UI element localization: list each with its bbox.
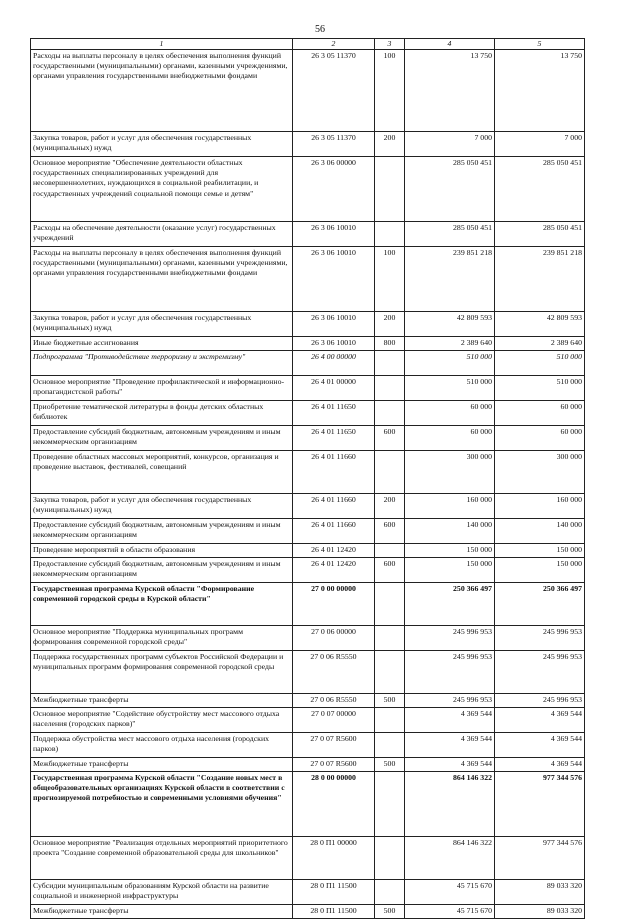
cell-type (375, 837, 405, 880)
cell-name: Основное мероприятие "Содействие обустройству мест массового отдыха населения (городских парков)" (31, 708, 293, 733)
cell-code: 26 4 01 11650 (293, 401, 375, 426)
cell-amount-2: 160 000 (495, 494, 585, 519)
cell-name: Основное мероприятие "Реализация отдельных мероприятий приоритетного проекта "Создание современной образовательной среды для школьников" (31, 837, 293, 880)
cell-name: Основное мероприятие "Поддержка муниципальных программ формирования современной городской среды" (31, 626, 293, 651)
cell-code: 27 0 07 00000 (293, 708, 375, 733)
cell-code: 26 4 01 12420 (293, 544, 375, 558)
cell-type (375, 376, 405, 401)
cell-code: 27 0 00 00000 (293, 583, 375, 626)
cell-amount-2: 7 000 (495, 132, 585, 157)
cell-amount-1: 140 000 (405, 519, 495, 544)
cell-type: 200 (375, 312, 405, 337)
cell-name: Поддержка государственных программ субъектов Российской Федерации и муниципальных программ формирования современной городской среды (31, 651, 293, 694)
column-header-amount-2: 5 (495, 39, 585, 50)
cell-amount-2: 140 000 (495, 519, 585, 544)
cell-type (375, 626, 405, 651)
cell-code: 28 0 00 00000 (293, 772, 375, 837)
cell-amount-2: 239 851 218 (495, 247, 585, 312)
cell-name: Предоставление субсидий бюджетным, автономным учреждениям и иным некоммерческим организациям (31, 519, 293, 544)
cell-type: 200 (375, 494, 405, 519)
table-header-row (31, 39, 585, 50)
cell-amount-1: 245 996 953 (405, 651, 495, 694)
table-row (31, 583, 585, 626)
cell-code: 26 3 05 11370 (293, 132, 375, 157)
table-row (31, 651, 585, 694)
cell-amount-2: 89 033 320 (495, 880, 585, 905)
cell-name: Межбюджетные трансферты (31, 758, 293, 772)
cell-amount-1: 160 000 (405, 494, 495, 519)
cell-code: 27 0 06 R5550 (293, 651, 375, 694)
table-row (31, 558, 585, 583)
cell-amount-2: 285 050 451 (495, 222, 585, 247)
cell-name: Расходы на выплаты персоналу в целях обеспечения выполнения функций государственными (муниципальными) органами, казенными учреждениями, органами управления государственными внебюджетными фондами (31, 50, 293, 132)
cell-name: Расходы на выплаты персоналу в целях обеспечения выполнения функций государственными (муниципальными) органами, казенными учреждениями, органами управления государственными внебюджетными фондами (31, 247, 293, 312)
table-row (31, 905, 585, 919)
cell-code: 26 4 01 11660 (293, 494, 375, 519)
table-row (31, 626, 585, 651)
cell-code: 28 0 П1 11500 (293, 905, 375, 919)
cell-code: 26 4 01 11650 (293, 426, 375, 451)
cell-name: Предоставление субсидий бюджетным, автономным учреждениям и иным некоммерческим организациям (31, 426, 293, 451)
cell-type: 600 (375, 519, 405, 544)
table-row (31, 351, 585, 376)
cell-code: 26 4 00 00000 (293, 351, 375, 376)
cell-type (375, 583, 405, 626)
cell-type (375, 772, 405, 837)
cell-type: 100 (375, 50, 405, 132)
cell-type (375, 880, 405, 905)
cell-name: Приобретение тематической литературы в фонды детских областных библиотек (31, 401, 293, 426)
budget-table (30, 38, 585, 919)
cell-name: Межбюджетные трансферты (31, 905, 293, 919)
table-row (31, 880, 585, 905)
cell-code: 26 3 06 00000 (293, 157, 375, 222)
cell-type: 500 (375, 694, 405, 708)
table-row (31, 376, 585, 401)
cell-amount-2: 245 996 953 (495, 694, 585, 708)
cell-name: Поддержка обустройства мест массового отдыха населения (городских парков) (31, 733, 293, 758)
column-header-code: 2 (293, 39, 375, 50)
cell-code: 27 0 06 R5550 (293, 694, 375, 708)
table-row (31, 544, 585, 558)
cell-type (375, 351, 405, 376)
cell-name: Расходы на обеспечение деятельности (оказание услуг) государственных учреждений (31, 222, 293, 247)
table-row (31, 312, 585, 337)
table-row (31, 733, 585, 758)
cell-amount-1: 45 715 670 (405, 880, 495, 905)
cell-amount-2: 60 000 (495, 426, 585, 451)
cell-amount-1: 4 369 544 (405, 733, 495, 758)
cell-type: 500 (375, 758, 405, 772)
table-row (31, 337, 585, 351)
cell-amount-1: 13 750 (405, 50, 495, 132)
cell-type (375, 651, 405, 694)
table-row (31, 401, 585, 426)
cell-code: 27 0 06 00000 (293, 626, 375, 651)
cell-amount-1: 45 715 670 (405, 905, 495, 919)
cell-name: Государственная программа Курской области "Создание новых мест в общеобразовательных организациях Курской области в соответствии с прогнозируемой потребностью и современными условиями обучения" (31, 772, 293, 837)
cell-code: 26 4 01 11660 (293, 519, 375, 544)
cell-amount-2: 4 369 544 (495, 758, 585, 772)
cell-amount-1: 245 996 953 (405, 694, 495, 708)
cell-amount-1: 864 146 322 (405, 772, 495, 837)
cell-amount-1: 510 000 (405, 376, 495, 401)
cell-name: Проведение мероприятий в области образования (31, 544, 293, 558)
cell-code: 28 0 П1 00000 (293, 837, 375, 880)
cell-amount-2: 42 809 593 (495, 312, 585, 337)
cell-code: 26 3 06 10010 (293, 337, 375, 351)
cell-amount-2: 60 000 (495, 401, 585, 426)
cell-code: 26 4 01 00000 (293, 376, 375, 401)
cell-name: Основное мероприятие "Проведение профилактической и информационно-пропагандистской работы" (31, 376, 293, 401)
table-row (31, 222, 585, 247)
table-row (31, 519, 585, 544)
table-row (31, 451, 585, 494)
cell-amount-2: 285 050 451 (495, 157, 585, 222)
cell-name: Иные бюджетные ассигнования (31, 337, 293, 351)
cell-code: 26 3 06 10010 (293, 222, 375, 247)
cell-type (375, 401, 405, 426)
cell-amount-2: 250 366 497 (495, 583, 585, 626)
cell-type (375, 451, 405, 494)
cell-name: Государственная программа Курской области "Формирование современной городской среды в Курской области" (31, 583, 293, 626)
cell-type: 500 (375, 905, 405, 919)
cell-amount-1: 4 369 544 (405, 708, 495, 733)
cell-code: 27 0 07 R5600 (293, 758, 375, 772)
cell-type: 600 (375, 426, 405, 451)
cell-name: Закупка товаров, работ и услуг для обеспечения государственных (муниципальных) нужд (31, 494, 293, 519)
cell-name: Закупка товаров, работ и услуг для обеспечения государственных (муниципальных) нужд (31, 312, 293, 337)
table-row (31, 772, 585, 837)
table-row (31, 494, 585, 519)
cell-amount-1: 60 000 (405, 401, 495, 426)
cell-amount-2: 977 344 576 (495, 837, 585, 880)
cell-amount-1: 245 996 953 (405, 626, 495, 651)
cell-amount-1: 7 000 (405, 132, 495, 157)
cell-amount-1: 285 050 451 (405, 157, 495, 222)
cell-name: Подпрограмма "Противодействие терроризму и экстремизму" (31, 351, 293, 376)
cell-type (375, 222, 405, 247)
table-body (31, 50, 585, 919)
table-row (31, 758, 585, 772)
table-row (31, 247, 585, 312)
cell-amount-1: 60 000 (405, 426, 495, 451)
cell-code: 26 3 06 10010 (293, 312, 375, 337)
cell-name: Закупка товаров, работ и услуг для обеспечения государственных (муниципальных) нужд (31, 132, 293, 157)
cell-type (375, 708, 405, 733)
cell-type: 100 (375, 247, 405, 312)
cell-code: 28 0 П1 11500 (293, 880, 375, 905)
table-row (31, 694, 585, 708)
table-row (31, 837, 585, 880)
cell-amount-2: 150 000 (495, 544, 585, 558)
cell-amount-1: 2 389 640 (405, 337, 495, 351)
cell-amount-2: 4 369 544 (495, 733, 585, 758)
cell-code: 26 4 01 12420 (293, 558, 375, 583)
cell-amount-2: 89 033 320 (495, 905, 585, 919)
cell-amount-1: 150 000 (405, 558, 495, 583)
cell-name: Проведение областных массовых мероприятий, конкурсов, организация и проведение выставок, фестивалей, совещаний (31, 451, 293, 494)
cell-amount-2: 300 000 (495, 451, 585, 494)
cell-amount-1: 239 851 218 (405, 247, 495, 312)
cell-amount-2: 4 369 544 (495, 708, 585, 733)
column-header-name: 1 (31, 39, 293, 50)
cell-amount-2: 150 000 (495, 558, 585, 583)
table-row (31, 426, 585, 451)
cell-name: Основное мероприятие "Обеспечение деятельности областных государственных специализированных учреждений для несовершеннолетних, нуждающихся в социальной реабилитации, и государственных учреждений социальной помощи семье и детям" (31, 157, 293, 222)
cell-amount-1: 300 000 (405, 451, 495, 494)
cell-name: Субсидии муниципальным образованиям Курской области на развитие социальной и инженерной инфраструктуры (31, 880, 293, 905)
cell-type (375, 733, 405, 758)
cell-code: 26 4 01 11660 (293, 451, 375, 494)
column-header-type: 3 (375, 39, 405, 50)
cell-amount-1: 864 146 322 (405, 837, 495, 880)
cell-code: 26 3 06 10010 (293, 247, 375, 312)
table-row (31, 132, 585, 157)
table-row (31, 50, 585, 132)
page-number: 56 (315, 24, 325, 35)
cell-amount-2: 13 750 (495, 50, 585, 132)
cell-code: 27 0 07 R5600 (293, 733, 375, 758)
cell-type: 600 (375, 558, 405, 583)
cell-type (375, 157, 405, 222)
table-row (31, 157, 585, 222)
cell-type: 200 (375, 132, 405, 157)
cell-code: 26 3 05 11370 (293, 50, 375, 132)
cell-amount-1: 510 000 (405, 351, 495, 376)
cell-name: Межбюджетные трансферты (31, 694, 293, 708)
cell-amount-2: 2 389 640 (495, 337, 585, 351)
cell-amount-2: 245 996 953 (495, 626, 585, 651)
cell-amount-1: 250 366 497 (405, 583, 495, 626)
column-header-amount-1: 4 (405, 39, 495, 50)
cell-amount-1: 4 369 544 (405, 758, 495, 772)
cell-type: 800 (375, 337, 405, 351)
cell-amount-2: 510 000 (495, 351, 585, 376)
cell-amount-1: 150 000 (405, 544, 495, 558)
cell-amount-2: 245 996 953 (495, 651, 585, 694)
cell-amount-2: 977 344 576 (495, 772, 585, 837)
cell-amount-2: 510 000 (495, 376, 585, 401)
cell-type (375, 544, 405, 558)
table-row (31, 708, 585, 733)
cell-amount-1: 285 050 451 (405, 222, 495, 247)
cell-amount-1: 42 809 593 (405, 312, 495, 337)
cell-name: Предоставление субсидий бюджетным, автономным учреждениям и иным некоммерческим организациям (31, 558, 293, 583)
